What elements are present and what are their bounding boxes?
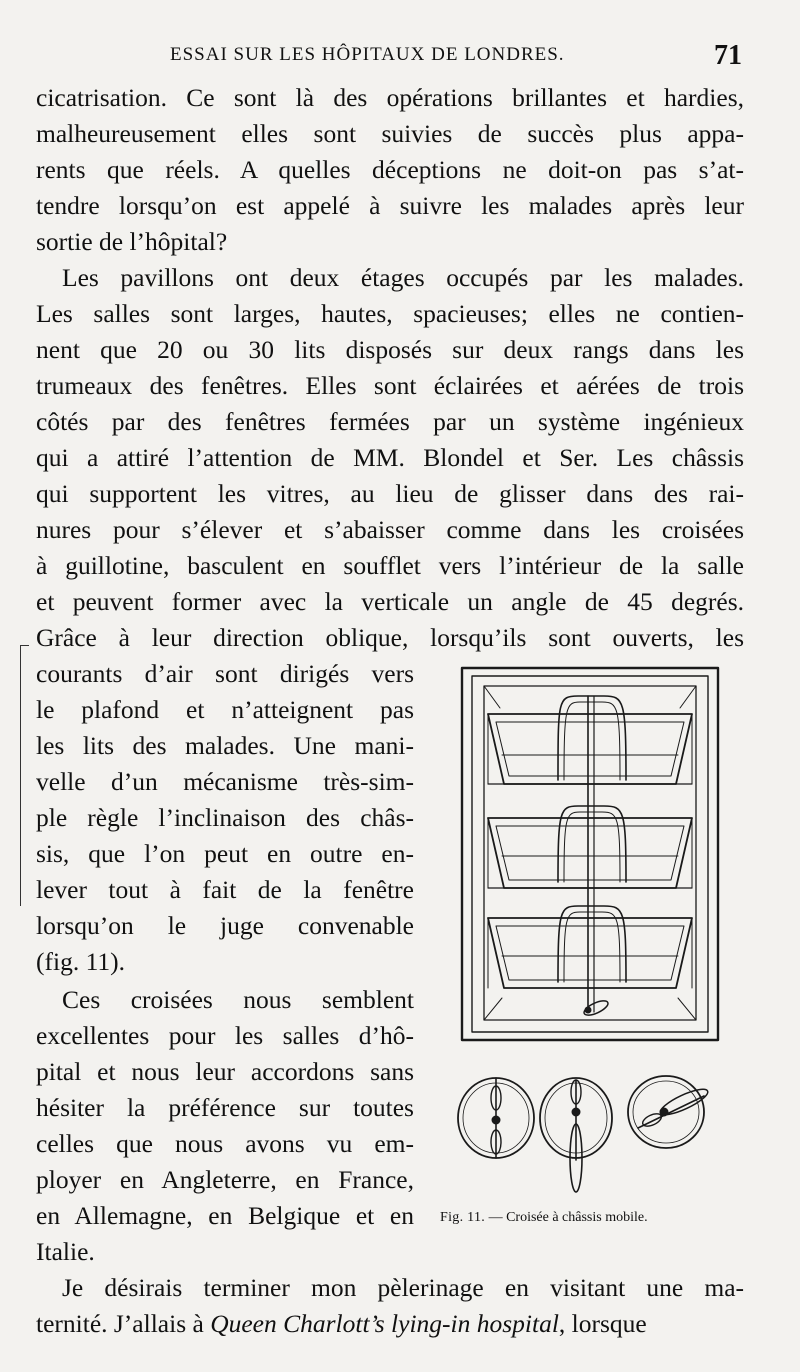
italic-hospital-name: Queen Charlott’s lying-in hospital	[210, 1309, 559, 1338]
body-line-32: en Allemagne, en Belgique et en	[36, 1201, 414, 1230]
page-header	[0, 40, 800, 76]
body-line-16: Grâce à leur direction oblique, lorsqu’ils sont ouverts, les	[36, 623, 744, 652]
body-line-33: Italie.	[36, 1237, 95, 1266]
margin-bracket-mark	[20, 645, 29, 906]
body-line-21: ple règle l’inclinaison des châs-	[36, 803, 414, 832]
body-line-6: Les pavillons ont deux étages occupés par les malades.	[62, 263, 744, 292]
body-line-10: côtés par des fenêtres fermées par un système ingénieux	[36, 407, 744, 436]
figure-caption	[440, 1206, 750, 1230]
body-line-1: cicatrisation. Ce sont là des opérations brillantes et hardies,	[36, 83, 744, 112]
figure-label: Fig. 11.	[440, 1210, 486, 1225]
body-line-12: qui supportent les vitres, au lieu de glisser dans des rai-	[36, 479, 744, 508]
body-line-9: trumeaux des fenêtres. Elles sont éclairées et aérées de trois	[36, 371, 744, 400]
line-text-after: , lorsque	[558, 1309, 647, 1338]
body-line-7: Les salles sont larges, hautes, spacieuses; elles ne contien-	[36, 299, 744, 328]
figure-caption-text: — Croisée à châssis mobile.	[485, 1210, 648, 1225]
body-line-17: courants d’air sont dirigés vers	[36, 659, 414, 688]
body-line-23: lever tout à fait de la fenêtre	[36, 875, 414, 904]
body-line-19: les lits des malades. Une mani-	[36, 731, 414, 760]
body-line-14: à guillotine, basculent en soufflet vers l’intérieur de la salle	[36, 551, 744, 580]
body-line-15: et peuvent former avec la verticale un angle de 45 degrés.	[36, 587, 744, 616]
body-line-29: hésiter la préférence sur toutes	[36, 1093, 414, 1122]
body-line-4: tendre lorsqu’on est appelé à suivre les malades après leur	[36, 191, 744, 220]
body-line-24: lorsqu’on le juge convenable	[36, 911, 414, 940]
body-line-35	[36, 1306, 744, 1342]
body-line-18: le plafond et n’atteignent pas	[36, 695, 414, 724]
body-line-11: qui a attiré l’attention de MM. Blondel et Ser. Les châssis	[36, 443, 744, 472]
body-line-26: Ces croisées nous semblent	[62, 985, 414, 1014]
running-title: ESSAI SUR LES HÔPITAUX DE LONDRES.	[170, 44, 565, 65]
window-figure-illustration	[428, 660, 754, 1200]
body-line-28: pital et nous leur accordons sans	[36, 1057, 414, 1086]
body-line-31: ployer en Angleterre, en France,	[36, 1165, 414, 1194]
body-line-5: sortie de l’hôpital?	[36, 227, 228, 256]
body-line-27: excellentes pour les salles d’hô-	[36, 1021, 414, 1050]
body-line-20: velle d’un mécanisme très-sim-	[36, 767, 414, 796]
body-line-30: celles que nous avons vu em-	[36, 1129, 414, 1158]
body-line-13: nures pour s’élever et s’abaisser comme dans les croisées	[36, 515, 744, 544]
line-text-before: ternité. J’allais à	[36, 1309, 211, 1338]
body-line-34: Je désirais terminer mon pèlerinage en visitant une ma-	[62, 1273, 744, 1302]
page-number: 71	[714, 40, 742, 71]
body-line-3: rents que réels. A quelles déceptions ne doit-on pas s’at-	[36, 155, 744, 184]
body-line-2: malheureusement elles sont suivies de succès plus appa-	[36, 119, 744, 148]
body-line-8: nent que 20 ou 30 lits disposés sur deux rangs dans les	[36, 335, 744, 364]
body-line-22: sis, que l’on peut en outre en-	[36, 839, 414, 868]
body-line-25: (fig. 11).	[36, 947, 125, 976]
